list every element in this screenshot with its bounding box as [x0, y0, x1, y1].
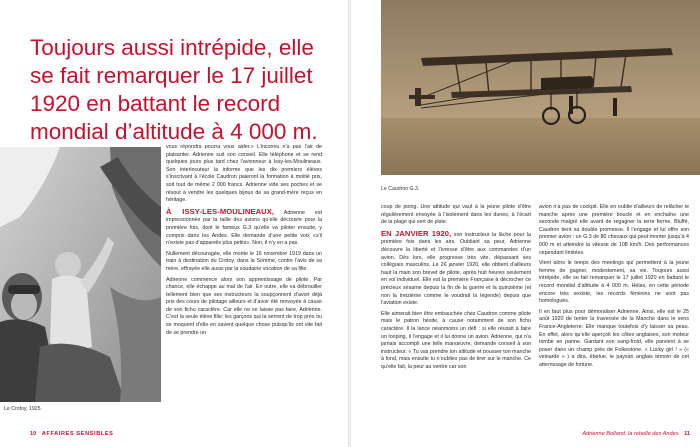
paragraph-text: Adrienne est impressionnée par la taille des avions qu’elle découvre pour la première fois, dont le fameux G.3 qu’elle va piloter ensuite, y compris dans les Andes. Elle demande d’une petite voix «s’il n’existe pas d’appareils plus petits». Non, il n’y en a pas. [166, 209, 322, 247]
section-name: AFFAIRES SENSIBLES [41, 431, 114, 437]
paragraph-text: son instructeur la lâche pour la première fois dans les airs. Oubliant sa peur, Adrienne découvre la liberté et l’ivresse d’être aux commandes d’un avion. Dès lors, elle progresse très vite, dépassant ses collègues masculins. Le 26 janvier 1920, elle obtient d’ailleurs haut la main son brevet de pilote, après huit heures seulement en vol individuel. Elle est la première Française à décrocher ce précieux sésame depuis la fin de la guerre et la quinzième (et non la treizième comme le voudrait la légende) depuis que l’aviation existe. [381, 231, 531, 307]
paragraph [381, 230, 531, 308]
paragraph: Elle aimerait bien être embauchée chez Caudron comme pilote mais le patron hésite, à cause notamment de son fichu caractère. Il la lance néanmoins un défi : si elle réussit à faire un looping, il l’engage et il lui donne un avion. Adrienne, qui n’a jamais accompli une telle manœuvre, demande conseil à son instructeur. « Tu vas prendre ton altitude et pousser ton manche à fond, mais ensuite tu n’oublies pas de tirer sur le manche. Ce qu’elle fait, la peur au ventre car son [381, 310, 531, 370]
paragraph: Il en faut plus pour démoraliser Adrienne. Ainsi, elle est le 25 août 1920 de tenter la traversée de la Manche dans le sens France-Angleterre. Elle manque toutefois d’y laisser sa peau. En effet, alors qu’elle aperçoit les côtes anglaises, son moteur tombe en panne. Gardant son sang-froid, elle parvient à se poser dans un champ près de Folkestone. « Lucky girl ! » (« veinarde » ) a dira, ébetue, le paysan anglais témoin de cet atterrissage de fortune. [539, 308, 689, 368]
section-heading: EN JANVIER 1920, [381, 228, 452, 238]
paragraph: Adrienne commence alors son apprentissage de pilote. Par chance, elle échappe au mal de l’air. En outre, elle va débrouiller tellement bien que ses instructeurs la soupçonnent d’avoir déjà pris des cours de pilotage ailleurs et d’avoir été renvoyée à cause de son fichu caractère. Car elle ne se laisse pas faire, Adrienne. C’est la seule élève fille; les garçons qui la serrent de trop près ou se moquent d’elle en savent quelque chose puisqu’ils ont vite fait de se prendre un [166, 276, 322, 336]
right-text-column-2 [539, 204, 689, 372]
left-text-column [166, 144, 322, 340]
right-text-column-1 [381, 204, 531, 374]
left-page [0, 0, 349, 447]
left-photo-caption: Le Crotoy, 1925. [4, 406, 42, 412]
pull-quote: Toujours aussi intrépide, elle se fait remarquer le 17 juillet 1920 en battant le record mondial d’altitude à 4 000 m. [30, 35, 318, 144]
paragraph: avion n’a pas de cockpit. Elle en oublie d’ailleurs de relâcher le manche après une première boucle et en enchaîne une seconde malgré elle avant de regagner la terre ferme. Bluffé, Caudron tient sa double promesse. Il l’engage et lui offre son premier avion : un G.3 de 80 chevaux qui peut monter jusqu’à 4 000 m et atteindre la vitesse de 108 km/h. Des performances cependant limitées. [539, 204, 689, 256]
paragraph: Nullement découragée, elle monte le 16 novembre 1919 dans un train à destination du Crotoy, dans la Somme, contre l’avis de sa mère, effrayée elle aussi par la soudaine vocation de sa fille. [166, 250, 322, 272]
page-number: 11 [684, 431, 690, 437]
paragraph: Vient alors le temps des meetings qui permettent à la jeune femme de gagner, modestement, sa vie. Toujours aussi intrépide, elle se fait remarquer le 17 juillet 1920 en battant le record mondial d’altitude à 4 000 m. Hélas, en cette période encore très sexiste, les records féminins ne sont pas homologués. [539, 260, 689, 305]
right-page [351, 0, 700, 447]
crotoy-photo [0, 147, 161, 402]
caudron-photo [381, 0, 700, 175]
left-footer [30, 431, 114, 437]
section-heading: À ISSY-LES-MOULINEAUX, [166, 206, 275, 216]
right-photo-caption: Le Caudron G.3. [381, 186, 420, 192]
right-footer [582, 431, 690, 437]
paragraph [166, 208, 322, 248]
paragraph: coup de poing. Une attitude qui vaut à la jeune pilote d’être régulièrement envoyée à l’isolement dans les dunes, à l’écart de la plage qui sert de piste. [381, 204, 531, 226]
paragraph: vous répondra pourra vous aider.» L’inconnu n’a pas l’air de plaisanter. Adrienne suit son conseil. Elle téléphone et se rend quelques jours plus tard chez l’avionneur à Issy-les-Moulineaux. Son interlocuteur la informe que les dix premiers élèves s’inscrivant à l’école Caudron paieront la formation à moitié prix, soit tout de même 2 000 francs. Adrienne vide ses poches et se résout à vendre les quelques bijoux de sa grand-mère reçus en héritage. [166, 144, 322, 204]
caudron-photo-drawing [381, 0, 700, 175]
page-number: 10 [30, 431, 37, 437]
running-title: Adrienne Bolland, la rebelle des Andes [582, 431, 679, 437]
crotoy-photo-drawing [0, 147, 161, 402]
